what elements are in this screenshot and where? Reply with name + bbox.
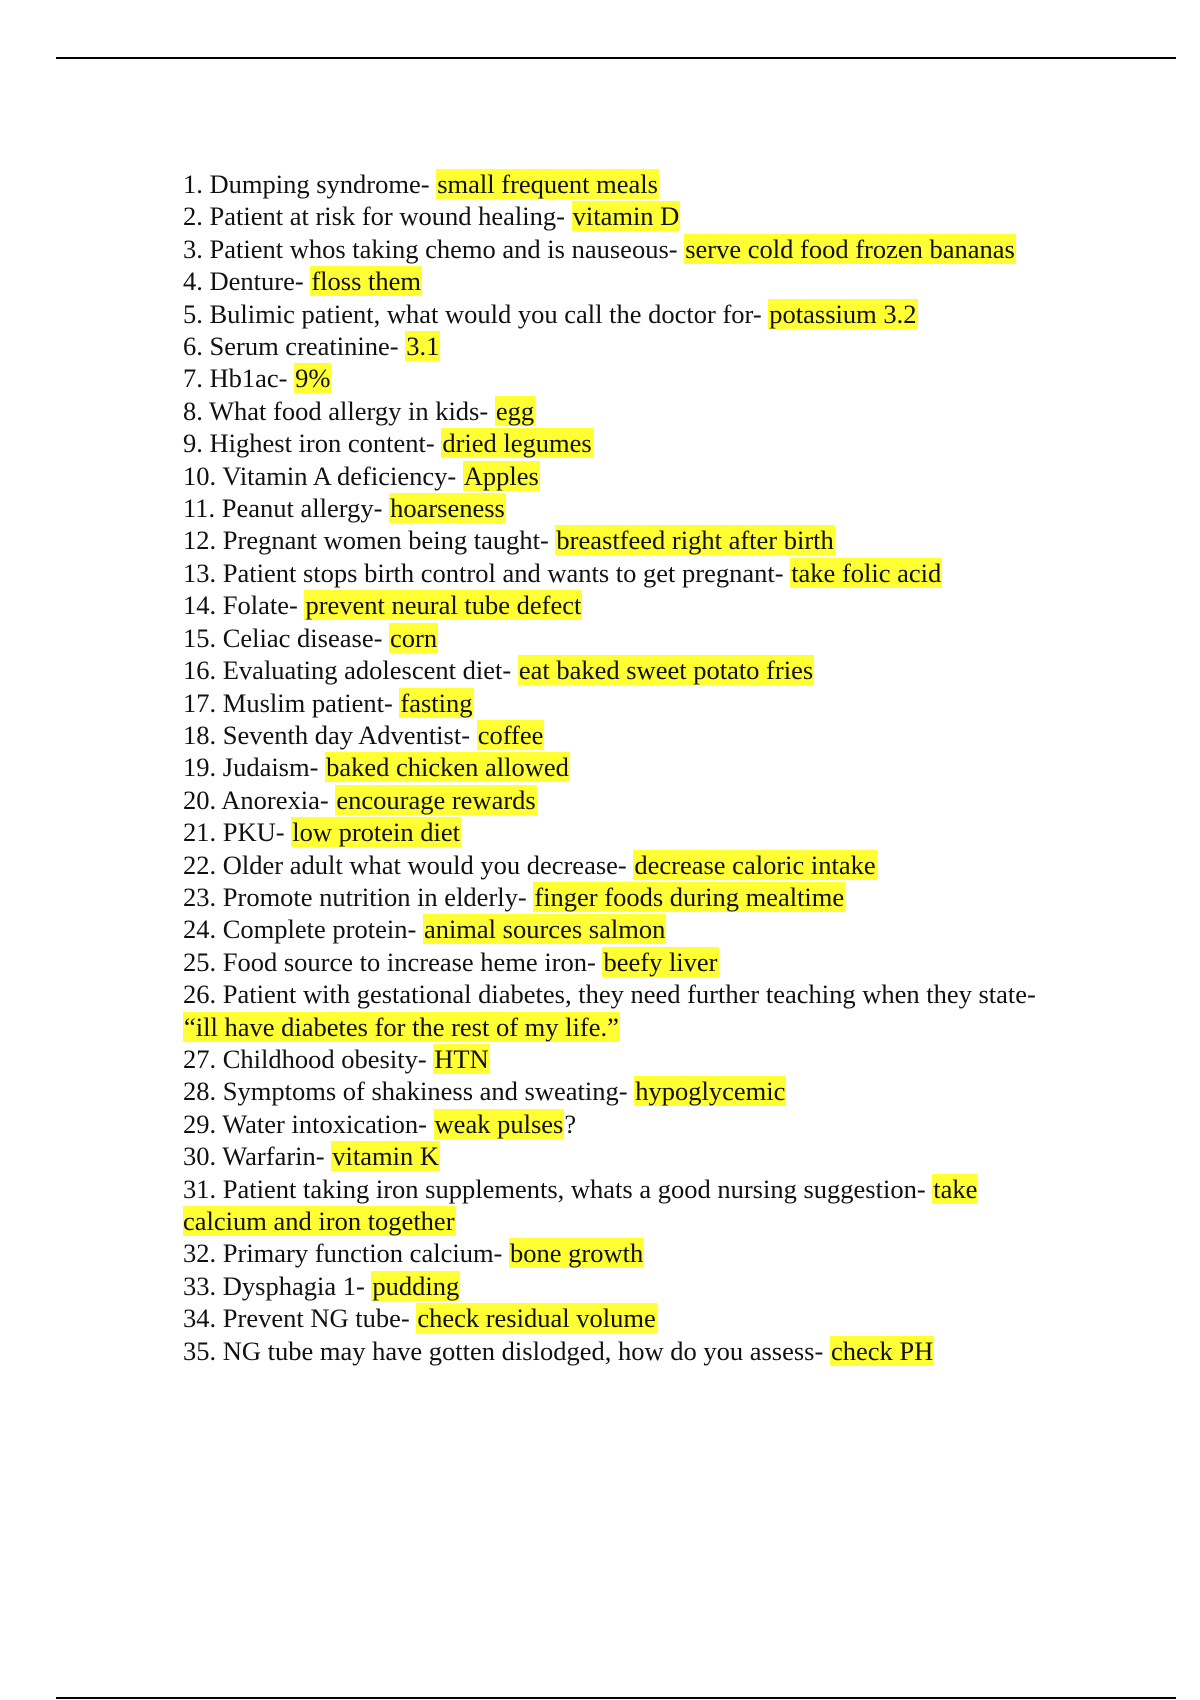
- highlighted-answer: take calcium and iron together: [183, 1173, 978, 1236]
- highlighted-answer: check residual volume: [417, 1303, 656, 1334]
- list-item: [183, 687, 1053, 719]
- list-item: [183, 330, 1053, 362]
- highlighted-answer: animal sources salmon: [423, 914, 666, 945]
- question-text: 3. Patient whos taking chemo and is nauseous-: [183, 233, 685, 264]
- question-text: 33. Dysphagia 1-: [183, 1270, 372, 1301]
- highlighted-answer: Apples: [463, 460, 539, 491]
- highlighted-answer: hoarseness: [390, 493, 505, 524]
- question-text: 10. Vitamin A deficiency-: [183, 460, 463, 491]
- list-item: [183, 784, 1053, 816]
- highlighted-answer: decrease caloric intake: [634, 849, 876, 880]
- question-text: 5. Bulimic patient, what would you call the doctor for-: [183, 298, 769, 329]
- question-text: 8. What food allergy in kids-: [183, 395, 495, 426]
- question-text: 23. Promote nutrition in elderly-: [183, 881, 534, 912]
- question-text: 32. Primary function calcium-: [183, 1238, 510, 1269]
- qa-list: [183, 168, 1053, 1367]
- list-item: [183, 265, 1053, 297]
- list-item: [183, 1173, 1053, 1238]
- highlighted-answer: weak pulses: [434, 1108, 564, 1139]
- highlighted-answer: 3.1: [406, 331, 440, 362]
- list-item: [183, 200, 1053, 232]
- question-text: 20. Anorexia-: [183, 784, 336, 815]
- list-item: [183, 233, 1053, 265]
- bottom-rule: [56, 1697, 1176, 1699]
- list-item: [183, 1270, 1053, 1302]
- highlighted-answer: low protein diet: [292, 817, 461, 848]
- question-text: 14. Folate-: [183, 590, 305, 621]
- list-item: [183, 751, 1053, 783]
- highlighted-answer: baked chicken allowed: [326, 752, 569, 783]
- highlighted-answer: pudding: [372, 1270, 460, 1301]
- top-rule: [56, 57, 1176, 59]
- question-text: 2. Patient at risk for wound healing-: [183, 201, 572, 232]
- list-item: [183, 168, 1053, 200]
- question-text: 9. Highest iron content-: [183, 428, 442, 459]
- question-text: 6. Serum creatinine-: [183, 331, 406, 362]
- highlighted-answer: finger foods during mealtime: [534, 881, 845, 912]
- trailing-text: ?: [564, 1108, 577, 1139]
- question-text: 12. Pregnant women being taught-: [183, 525, 556, 556]
- list-item: [183, 913, 1053, 945]
- highlighted-answer: HTN: [434, 1043, 489, 1074]
- list-item: [183, 816, 1053, 848]
- question-text: 24. Complete protein-: [183, 914, 423, 945]
- list-item: [183, 1140, 1053, 1172]
- list-item: [183, 1335, 1053, 1367]
- list-item: [183, 589, 1053, 621]
- highlighted-answer: serve cold food frozen bananas: [685, 233, 1015, 264]
- highlighted-answer: vitamin D: [572, 201, 680, 232]
- question-text: 22. Older adult what would you decrease-: [183, 849, 634, 880]
- question-text: 13. Patient stops birth control and wants to get pregnant-: [183, 557, 791, 588]
- highlighted-answer: encourage rewards: [336, 784, 536, 815]
- question-text: 18. Seventh day Adventist-: [183, 719, 477, 750]
- highlighted-answer: “ill have diabetes for the rest of my life.”: [184, 1011, 619, 1042]
- highlighted-answer: egg: [495, 395, 535, 426]
- question-text: 1. Dumping syndrome-: [183, 169, 437, 199]
- question-text: 16. Evaluating adolescent diet-: [183, 655, 518, 686]
- highlighted-answer: coffee: [477, 719, 544, 750]
- list-item: [183, 298, 1053, 330]
- question-text: 4. Denture-: [183, 266, 311, 297]
- highlighted-answer: corn: [390, 622, 438, 653]
- list-item: [183, 1075, 1053, 1107]
- question-text: 25. Food source to increase heme iron-: [183, 946, 603, 977]
- list-item: [183, 460, 1053, 492]
- list-item: [183, 978, 1053, 1043]
- list-item: [183, 362, 1053, 394]
- list-item: [183, 524, 1053, 556]
- question-text: 19. Judaism-: [183, 752, 326, 783]
- highlighted-answer: check PH: [830, 1335, 934, 1366]
- list-item: [183, 881, 1053, 913]
- question-text: 21. PKU-: [183, 817, 292, 848]
- question-text: 17. Muslim patient-: [183, 687, 400, 718]
- highlighted-answer: dried legumes: [442, 428, 592, 459]
- question-text: 29. Water intoxication-: [183, 1108, 434, 1139]
- highlighted-answer: bone growth: [510, 1238, 644, 1269]
- highlighted-answer: fasting: [400, 687, 473, 718]
- list-item: [183, 654, 1053, 686]
- question-text: 11. Peanut allergy-: [183, 493, 390, 524]
- list-item: [183, 1043, 1053, 1075]
- highlighted-answer: 9%: [295, 363, 331, 394]
- list-item: [183, 622, 1053, 654]
- question-text: 26. Patient with gestational diabetes, they need further teaching when they state-: [183, 979, 1036, 1010]
- question-text: 30. Warfarin-: [183, 1141, 332, 1172]
- highlighted-answer: hypoglycemic: [635, 1076, 786, 1107]
- list-item: [183, 427, 1053, 459]
- list-item: [183, 1108, 1053, 1140]
- highlighted-answer: beefy liver: [603, 946, 718, 977]
- question-text: 34. Prevent NG tube-: [183, 1303, 417, 1334]
- highlighted-answer: potassium 3.2: [769, 298, 917, 329]
- list-item: [183, 946, 1053, 978]
- question-text: 28. Symptoms of shakiness and sweating-: [183, 1076, 635, 1107]
- list-item: [183, 849, 1053, 881]
- highlighted-answer: vitamin K: [332, 1141, 439, 1172]
- highlighted-answer: prevent neural tube defect: [305, 590, 582, 621]
- highlighted-answer: small frequent meals: [437, 169, 658, 199]
- list-item: [183, 557, 1053, 589]
- question-text: 7. Hb1ac-: [183, 363, 295, 394]
- list-item: [183, 492, 1053, 524]
- list-item: [183, 395, 1053, 427]
- question-text: 27. Childhood obesity-: [183, 1043, 434, 1074]
- highlighted-answer: eat baked sweet potato fries: [518, 655, 814, 686]
- question-text: 15. Celiac disease-: [183, 622, 390, 653]
- highlighted-answer: floss them: [311, 266, 421, 297]
- highlighted-answer: take folic acid: [791, 557, 942, 588]
- highlighted-answer: breastfeed right after birth: [556, 525, 834, 556]
- question-text: 31. Patient taking iron supplements, whats a good nursing suggestion-: [183, 1173, 933, 1204]
- question-text: 35. NG tube may have gotten dislodged, how do you assess-: [183, 1335, 830, 1366]
- list-item: [183, 1237, 1053, 1269]
- list-item: [183, 719, 1053, 751]
- list-item: [183, 1302, 1053, 1334]
